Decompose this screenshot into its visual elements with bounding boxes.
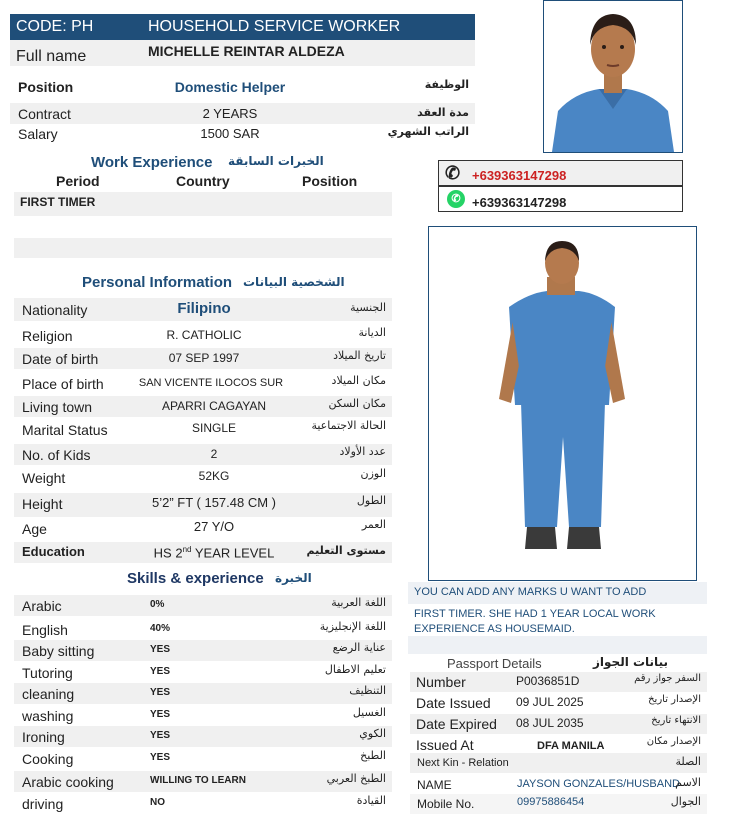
passport-title-ar: بيانات الجواز	[593, 655, 668, 669]
contract-row	[10, 103, 475, 124]
passport-ar: الإصدار تاريخ	[648, 694, 701, 705]
kin-name-label: NAME	[417, 778, 452, 792]
dob-value: 07 SEP 1997	[168, 351, 240, 365]
phone-number-1[interactable]: +639363147298	[472, 168, 567, 183]
contract-ar: مدة العقد	[417, 106, 469, 119]
living-town-label: Living town	[22, 399, 93, 415]
skill-ar: تعليم الاطفال	[324, 663, 386, 676]
skill-label: Ironing	[22, 729, 65, 745]
full-body-photo	[428, 226, 697, 581]
skill-ar: الطبخ العربي	[326, 772, 386, 785]
skill-value: YES	[150, 644, 171, 655]
notes-body-text: FIRST TIMER. SHE HAD 1 YEAR LOCAL WORK EXPERIENCE AS HOUSEMAID.	[414, 608, 656, 635]
whatsapp-icon: ✆	[447, 190, 465, 208]
pob-label: Place of birth	[22, 376, 104, 392]
passport-title: Passport Details	[447, 656, 542, 671]
skill-row	[14, 640, 392, 661]
skill-label: English	[22, 622, 68, 638]
skills-title: Skills & experience	[127, 570, 264, 587]
skill-ar: القيادة	[356, 794, 386, 807]
salary-ar: الراتب الشهري	[387, 125, 469, 138]
notes-hint	[408, 582, 707, 604]
passport-row	[410, 693, 707, 713]
skill-row	[14, 683, 392, 704]
passport-label: Date Issued	[416, 695, 491, 711]
skill-value: YES	[150, 687, 171, 698]
age-ar: العمر	[361, 518, 386, 531]
pob-ar: مكان الميلاد	[331, 374, 386, 387]
kin-relation-label: Next Kin - Relation	[417, 757, 509, 769]
work-entry: FIRST TIMER	[20, 195, 96, 209]
height-ar: الطول	[356, 494, 386, 507]
work-col-country: Country	[176, 173, 230, 189]
document-title: HOUSEHOLD SERVICE WORKER	[148, 18, 401, 35]
work-experience-section	[14, 152, 392, 218]
religion-value: R. CATHOLIC	[166, 328, 242, 342]
notes-hint-text: YOU CAN ADD ANY MARKS U WANT TO ADD	[414, 586, 647, 598]
passport-label: Date Expired	[416, 716, 497, 732]
passport-row	[410, 735, 707, 755]
height-label: Height	[22, 496, 63, 512]
contract-label: Contract	[18, 106, 71, 122]
skill-ar: عناية الرضع	[332, 641, 386, 654]
dob-row	[14, 348, 392, 369]
skill-ar: اللغة العربية	[331, 596, 386, 609]
kin-mobile-ar: الجوال	[670, 795, 701, 808]
skill-ar: التنظيف	[349, 684, 386, 697]
skill-row	[14, 748, 392, 769]
notes-body	[408, 604, 707, 636]
passport-value: 08 JUL 2035	[516, 716, 584, 730]
work-entry-row	[14, 192, 392, 216]
personal-info-title-ar: الشخصية البيانات	[243, 275, 345, 289]
skill-label: Arabic	[22, 598, 62, 614]
passport-value: P0036851D	[516, 674, 580, 688]
skill-row	[14, 793, 392, 814]
marital-row	[14, 419, 392, 440]
kin-name-row	[410, 775, 707, 795]
kin-header-row	[410, 753, 707, 773]
kids-label: No. of Kids	[22, 447, 91, 463]
notes-spacer	[408, 636, 707, 654]
contract-value: 2 YEARS	[202, 106, 258, 121]
education-row	[14, 542, 392, 563]
age-label: Age	[22, 521, 47, 537]
skill-ar: الغسيل	[352, 706, 386, 719]
weight-label: Weight	[22, 470, 66, 486]
age-value: 27 Y/O	[193, 519, 235, 534]
head-photo-illustration	[544, 1, 682, 152]
position-value: Domestic Helper	[174, 79, 286, 95]
personal-info-title: Personal Information	[82, 274, 233, 291]
kin-relation-ar: الصلة	[675, 755, 701, 768]
age-row	[14, 519, 392, 540]
height-value: 5’2” FT ( 157.48 CM )	[151, 495, 277, 510]
education-label: Education	[22, 544, 85, 559]
skill-ar: اللغة الإنجليزية	[319, 620, 386, 633]
nationality-label: Nationality	[22, 302, 88, 318]
skill-row	[14, 662, 392, 683]
skill-label: Arabic cooking	[22, 774, 114, 790]
skill-value: WILLING TO LEARN	[150, 775, 246, 786]
skill-value: 40%	[150, 623, 171, 634]
passport-row	[410, 672, 707, 692]
skill-row	[14, 705, 392, 726]
position-label: Position	[18, 79, 74, 95]
skill-label: cleaning	[22, 686, 75, 702]
weight-value: 52KG	[198, 469, 230, 483]
full-name-label: Full name	[16, 48, 87, 65]
passport-ar: السفر جواز رقم	[634, 673, 701, 684]
header-bar	[10, 14, 475, 40]
phone-number-2[interactable]: +639363147298	[472, 195, 567, 210]
skill-value: YES	[150, 752, 171, 763]
passport-value: DFA MANILA	[537, 740, 605, 752]
full-body-illustration	[429, 227, 696, 580]
marital-label: Marital Status	[22, 422, 108, 438]
kin-name-ar: الاسم	[675, 776, 701, 789]
weight-row	[14, 468, 392, 489]
phone-row-2	[438, 186, 683, 212]
work-col-period: Period	[56, 173, 100, 189]
code-label: CODE: PH	[16, 18, 94, 35]
kids-row	[14, 444, 392, 465]
phone-row-1	[438, 160, 683, 186]
full-name-row	[10, 40, 475, 66]
salary-value: 1500 SAR	[200, 126, 260, 141]
blank-row	[14, 238, 392, 258]
skill-value: YES	[150, 666, 171, 677]
education-value: HS 2nd YEAR LEVEL	[153, 545, 275, 561]
work-col-position: Position	[302, 173, 358, 189]
passport-label: Number	[416, 674, 466, 690]
skills-title-ar: الخبرة	[275, 571, 312, 585]
skill-value: YES	[150, 709, 171, 720]
dob-label: Date of birth	[22, 351, 99, 367]
salary-row	[10, 124, 475, 145]
kids-value: 2	[210, 447, 218, 461]
marital-value: SINGLE	[191, 421, 236, 435]
skill-value: YES	[150, 730, 171, 741]
living-town-row	[14, 396, 392, 417]
skill-row	[14, 619, 392, 640]
weight-ar: الوزن	[360, 467, 386, 480]
passport-ar: الإصدار مكان	[646, 736, 701, 747]
passport-ar: الانتهاء تاريخ	[651, 715, 701, 726]
passport-value: 09 JUL 2025	[516, 695, 584, 709]
skill-ar: الكوي	[359, 727, 386, 740]
religion-row	[14, 325, 392, 346]
height-row	[14, 493, 392, 517]
pob-row	[14, 373, 392, 394]
full-name-value: MICHELLE REINTAR ALDEZA	[148, 43, 345, 59]
passport-label: Issued At	[416, 737, 474, 753]
position-ar: الوظيفة	[424, 78, 469, 91]
nationality-row	[14, 298, 392, 321]
kids-ar: عدد الأولاد	[339, 445, 386, 458]
kin-name-value: JAYSON GONZALES/HUSBAND	[517, 778, 680, 790]
phone-icon: ✆	[445, 163, 461, 183]
skill-label: washing	[22, 708, 74, 724]
salary-label: Salary	[18, 126, 58, 142]
skill-label: Tutoring	[22, 665, 73, 681]
skill-row	[14, 595, 392, 616]
nationality-value: Filipino	[177, 300, 231, 317]
skill-label: driving	[22, 796, 64, 812]
passport-row	[410, 714, 707, 734]
kin-mobile-label: Mobile No.	[417, 797, 475, 811]
skill-value: 0%	[150, 599, 165, 610]
marital-ar: الحالة الاجتماعية	[311, 419, 386, 432]
pob-value: SAN VICENTE ILOCOS SUR	[138, 377, 284, 389]
nationality-ar: الجنسية	[350, 301, 386, 314]
kin-mobile-row	[410, 794, 707, 814]
work-experience-title: Work Experience	[91, 154, 213, 171]
position-row	[10, 75, 475, 96]
skill-ar: الطبخ	[360, 749, 386, 762]
skill-label: Baby sitting	[22, 643, 95, 659]
skill-value: NO	[150, 797, 165, 808]
work-experience-title-ar: الخبرات السابقة	[228, 154, 324, 168]
living-town-ar: مكان السكن	[328, 397, 386, 410]
religion-label: Religion	[22, 328, 73, 344]
kin-mobile-value[interactable]: 09975886454	[517, 796, 585, 808]
skill-label: Cooking	[22, 751, 74, 767]
head-photo	[543, 0, 683, 153]
dob-ar: تاريخ الميلاد	[333, 349, 386, 362]
skill-row	[14, 726, 392, 747]
living-town-value: APARRI CAGAYAN	[161, 399, 267, 413]
religion-ar: الديانة	[358, 326, 386, 339]
skill-row	[14, 771, 392, 792]
education-ar: مستوى التعليم	[306, 544, 386, 557]
